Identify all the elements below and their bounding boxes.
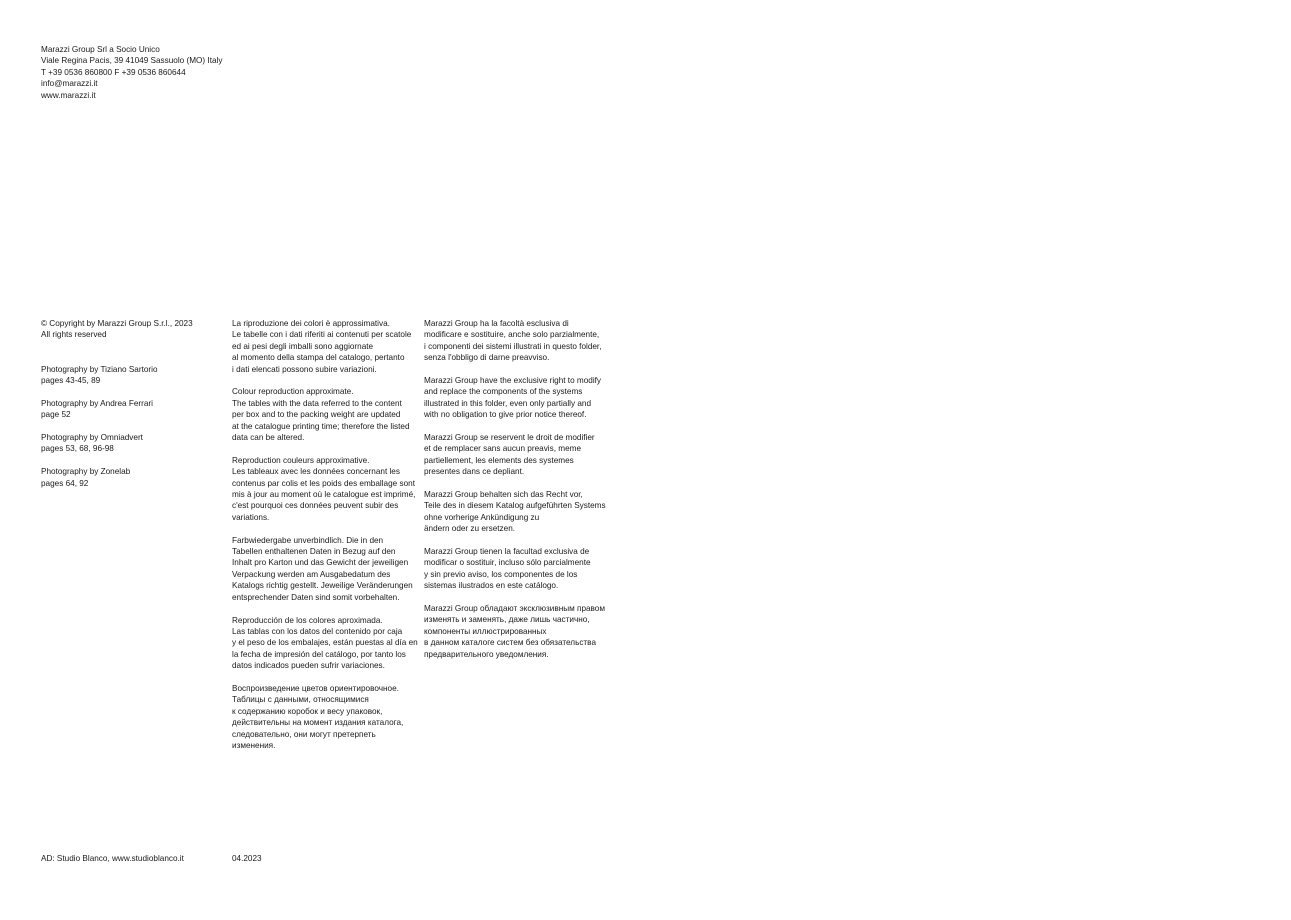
photo-credit: Photography by Andrea Ferrari page 52 xyxy=(41,398,153,420)
rights-notice-en: Marazzi Group have the exclusive right to modify and replace the components of the systems illustrated in this folder, even only partially and with no obligation to give prior notice thereof. xyxy=(424,376,602,420)
credits-column xyxy=(41,318,221,500)
rights-notice-it: Marazzi Group ha la facoltà esclusiva di modificare e sostituire, anche solo parzialmente, i componenti dei sistemi illustrati in questo folder, senza l'obbligo di darne preavviso. xyxy=(424,319,602,363)
email-address: info@marazzi.it xyxy=(41,79,98,89)
colour-notice-it: La riproduzione dei colori è approssimativa. Le tabelle con i dati riferiti ai contenuti per scatole ed ai pesi degli imballi sono aggiornate al momento della stampa del catalogo, pertanto i dati elencati possono subire variazioni. xyxy=(232,319,412,374)
rights-notice-es: Marazzi Group tienen la facultad exclusiva de modificar o sostituir, incluso sólo parcialmente y sin previo aviso, los componentes de los sistemas ilustrados en este catálogo. xyxy=(424,547,591,591)
rights-notice-column xyxy=(424,318,609,672)
company-name: Marazzi Group Srl a Socio Unico xyxy=(41,45,160,54)
colour-notice-ru: Воспроизведение цветов ориентировочное. Таблицы с данными, относящимися к содержанию коробок и весу упаковок, действительны на момент издания каталога, следовательно, они могут претерпеть изменения. xyxy=(232,683,404,750)
colour-notice-es: Reproducción de los colores aproximada. Las tablas con los datos del contenido por caja y el peso de los embalajes, están puestas al día en la fecha de impresión del catálogo, por tanto los datos indicados pueden sufrir variaciones. xyxy=(232,615,418,671)
edition-date: 04.2023 xyxy=(232,854,262,863)
rights-notice-de: Marazzi Group behalten sich das Recht vor, Teile des in diesem Katalog aufgeführten Systems ohne vorherige Ankündigung zu ändern oder zu ersetzen. xyxy=(424,490,606,534)
colour-notice-column xyxy=(232,318,417,763)
rights-notice-ru: Marazzi Group обладают эксклюзивным правом изменять и заменять, даже лишь частично, компоненты иллюстрированных в данном каталоге систем без обязательства предварительного уведомления. xyxy=(424,604,605,659)
copyright-notice: © Copyright by Marazzi Group S.r.l., 2023 All rights reserved xyxy=(41,319,193,340)
photo-credit: Photography by Zonelab pages 64, 92 xyxy=(41,467,131,488)
colour-notice-de: Farbwiedergabe unverbindlich. Die in den Tabellen enthaltenen Daten in Bezug auf den Inhalt pro Karton und das Gewicht der jeweiligen Verpackung werden am Ausgabedatum des Katalogs richtig gestellt. Jeweilige Veränderungen entsprechender Daten sind somit vorbehalten. xyxy=(232,535,413,602)
colour-notice-en: Colour reproduction approximate. The tables with the data referred to the content per box and to the packing weight are updated at the catalogue printing time; therefore the listed data can be altered. xyxy=(232,387,410,443)
photo-credit: Photography by Tiziano Sartorio pages 43-45, 89 xyxy=(41,364,158,386)
photo-credit: Photography by Omniadvert pages 53, 68, 96-98 xyxy=(41,433,143,454)
rights-notice-fr: Marazzi Group se reservent le droit de modifier et de remplacer sans aucun preavis, meme partiellement, les elements des systemes presentes dans ce depliant. xyxy=(424,433,595,477)
street-address: Viale Regina Pacis, 39 41049 Sassuolo (MO) Italy xyxy=(41,56,223,66)
phone-fax: T +39 0536 860800 F +39 0536 860644 xyxy=(41,67,186,77)
company-address xyxy=(41,44,222,101)
website-url: www.marazzi.it xyxy=(41,90,96,100)
colour-notice-fr: Reproduction couleurs approximative. Les tableaux avec les données concernant les contenus par colis et les poids des emballage sont mis à jour au moment où le catalogue est imprimé, c'est pourquoi ces données peuvent subir des variations. xyxy=(232,455,416,522)
art-direction-credit: AD: Studio Blanco, www.studioblanco.it xyxy=(41,854,184,863)
